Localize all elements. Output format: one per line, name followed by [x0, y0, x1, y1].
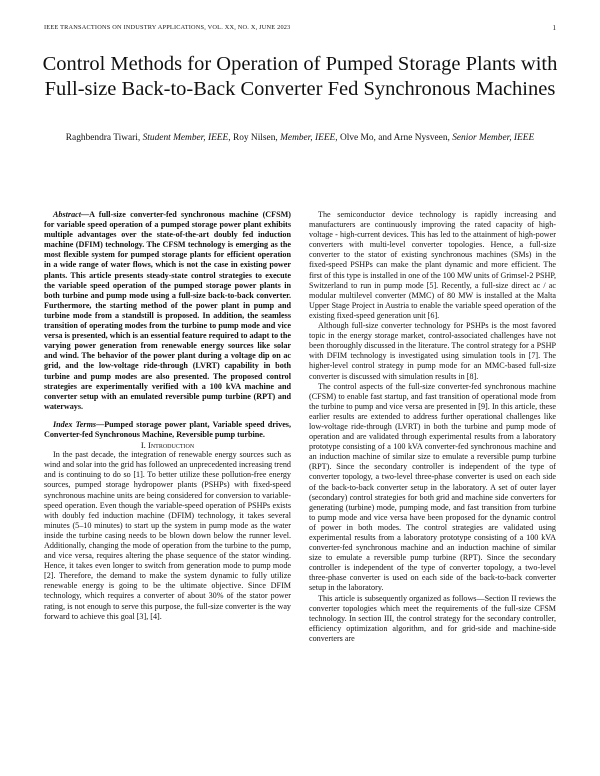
index-terms-text: —Pumped storage power plant, Variable speed drives, Converter-fed Synchronous Machine, Reversible pump turbine.: [44, 419, 291, 439]
running-head: IEEE TRANSACTIONS ON INDUSTRY APPLICATIONS, VOL. XX, NO. X, JUNE 2023: [44, 24, 291, 31]
intro-paragraph-1: In the past decade, the integration of renewable energy sources such as wind and solar into the grid has followed an unprecedented increasing trend and is continuing to do so [1]. To better utilize these pollution-free energy sources, pumped storage hydropower plants (PSHPs) with fixed-speed synchronous machine units are being considered for conversion to variable-speed operation. Even though the variable-speed operation of PSHPs exists with doubly fed induction machine (DFIM) technology, it takes several minutes (5–10 minutes) to start up the system in pump mode as the water inside the turbine casing needs to be blown down below the runner level. Additionally, changing the mode of operation from the turbine to the pump, and vice versa, requires altering the phase sequence of the stator winding. Hence, it takes even longer to switch from generation mode to pump mode [2]. Therefore, the demand to make the system dynamic to fully utilize renewable energy is going to be the ultimate objective. Since DFIM technology, which requires a converter of about 30% of the stator power rating, is not enough to serve this purpose, the full-size converter is the way forward to achieve this goal [3], [4].: [44, 450, 291, 621]
section-heading-introduction: I. Introduction: [140, 440, 195, 451]
author-role: Student Member, IEEE: [142, 133, 229, 143]
author-role: Member, IEEE: [280, 133, 336, 143]
author-name: Arne Nysveen,: [393, 133, 453, 143]
author-separator: and: [378, 133, 394, 143]
author-name: Roy Nilsen,: [232, 133, 281, 143]
body-paragraph-3: The control aspects of the full-size converter-fed synchronous machine (CFSM) to enable fast startup, and fast transition of operational mode from the turbine to pump and vice versa are presented in [9]. In this article, these earlier results are extended to address further operational challenges like low-voltage ride-through (LVRT) in both the turbine and pump mode of operation and are validated through experimental results from a laboratory prototype consisting of a 100 kVA converter-fed synchronous machine and an induction machine of similar size to emulate a reversible pump turbine (RPT). Since the secondary controller is independent of the type of converter topology, a two-level three-phase converter is used on each side of the back-to-back converter setup in the laboratory. A set of outer layer (secondary) control strategies for both grid and machine side converters for generating (turbine) mode, pumping mode, and fast transition from turbine to pump mode and vice versa have been proposed for the dynamic control of power in both modes. The control strategies are validated using experimental results from a laboratory prototype consisting of a 100 kVA converter-fed synchronous machine and an induction machine of similar size to emulate a reversible pump turbine (RPT). Since the secondary controller is independent of the type of converter topology, a two-level three-phase converter is used on each side of the back-to-back converter setup in the laboratory.: [309, 381, 556, 593]
abstract-text: —A full-size converter-fed synchronous machine (CFSM) for variable speed operation of a pumped storage power plant exhibits multiple advantages over the state-of-the-art doubly fed induction machine (DFIM) technology. The CFSM technology is emerging as the most flexible system for pumped storage plants for efficient operation in a wide range of water flows, which is not the case in existing power plants. This article presents steady-state control strategies to execute the variable speed operation of the pumped storage power plants in both turbine and pump mode using a full-size back-to-back converter. Furthermore, the starting method of the power plant in pump and turbine mode from a standstill is proposed. In addition, the seamless transition of operating modes from the turbine to pump mode and vice versa is presented, which is an essential feature required to adapt to the varying power generation from renewable energy sources like solar and wind. The behavior of the power plant during a voltage dip on ac grid, and the low-voltage ride-through (LVRT) capability in both turbine and pump modes are also presented. The proposed control strategies are experimentally verified with a 100 kVA machine and converter setup with an emulated reversible pump turbine (RPT) and waterways.: [44, 210, 291, 411]
author-separator: ,: [228, 133, 233, 143]
author-list: [60, 132, 540, 144]
author-name: Olve Mo,: [339, 133, 379, 143]
body-paragraph-1: The semiconductor device technology is rapidly increasing and manufacturers are continuously improving the rated capacity of high-voltage - high-current devices. This has led to the attainment of high-power converters with multi-level converter topologies. Hence, a full-size converter to the stator of existing synchronous machines (SMs) in the fixed-speed PSHPs can make the plant dynamic and more efficient. The first of this type is installed in one of the 100 MW units of Grimsel-2 PSHP, Switzerland to run in pump mode [5]. Recently, a full-size direct ac / ac modular multilevel converter (MMC) of 80 MW is installed at the Malta Upper Stage Project in Austria to enable the variable speed operation of the existing fixed-speed generation unit [6].: [309, 210, 556, 320]
body-paragraph-2: Although full-size converter technology for PSHPs is the most favored topic in the energy storage market, control-associated challenges have not been thoroughly discussed in the literature. The control strategy for a PSHP with DFIM technology is investigated using simulation tools in [7]. The higher-level control strategy in pump mode for an MMC-based full-size converter is discussed with simulation results in [8].: [309, 321, 556, 381]
abstract-label: Abstract: [53, 210, 81, 219]
right-column: [309, 210, 556, 644]
paper-title: Control Methods for Operation of Pumped Storage Plants with Full-size Back-to-Back Converter Fed Synchronous Machines: [42, 53, 558, 100]
left-column: [44, 210, 291, 622]
body-paragraph-4: This article is subsequently organized as follows—Section II reviews the converter topologies which meet the requirements of the full-size CFSM technology. In section III, the control strategy for the secondary controller, efficiency optimization algorithm, and for grid-side and machine-side converters are: [309, 593, 556, 643]
index-terms-label: Index Terms: [53, 419, 97, 429]
abstract: [44, 210, 291, 412]
index-terms: [44, 420, 291, 440]
author-role: Senior Member, IEEE: [452, 133, 535, 143]
author-name: Raghbendra Tiwari,: [65, 133, 143, 143]
page-number: 1: [552, 24, 556, 32]
author-separator: ,: [335, 133, 340, 143]
